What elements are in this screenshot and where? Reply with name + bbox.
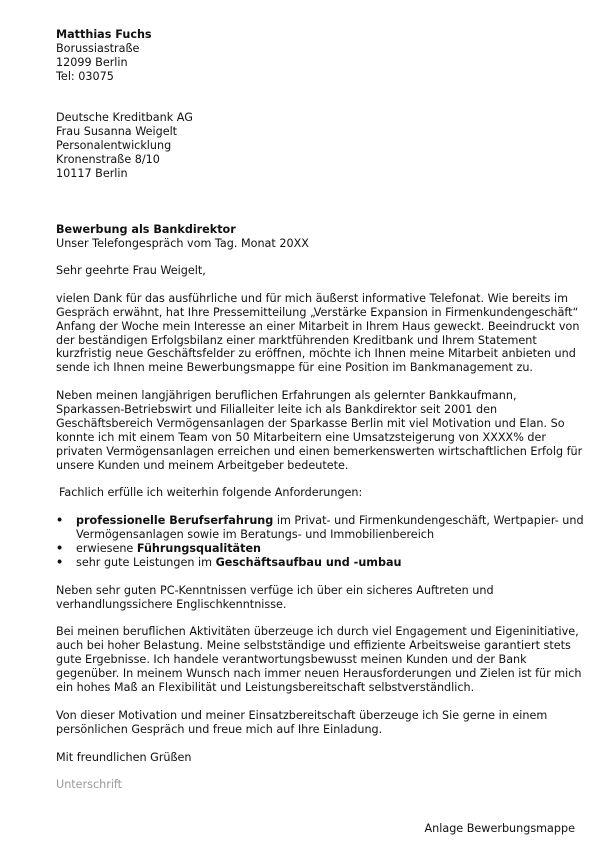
salutation: Sehr geehrte Frau Weigelt, <box>56 264 206 277</box>
paragraph-experience: Neben meinen langjährigen beruflichen Erfahrungen als gelernter Bankkaufmann, Sparkassen-Betriebswirt und Filialleiter leite ich als Bankdirektor seit 2001 den Geschäftsbereich Vermögensanlagen der Sparkasse Berlin mit viel Motivation und Elan. So konnte ich mit einem Team von 50 Mitarbeitern eine Umsatzsteigerung von XXXX% der privaten Vermögensanlagen erreichen und einen bemerkenswerten wirtschaftlichen Erfolg für unsere Kunden und meinem Arbeitgeber bedeutete. <box>56 389 583 472</box>
recipient-department: Personalentwicklung <box>56 138 172 152</box>
recipient-city: 10117 Berlin <box>56 166 128 180</box>
requirement-text: sehr gute Leistungen im <box>76 555 216 569</box>
subject-reference: Unser Telefongespräch vom Tag. Monat 20XX <box>56 236 309 250</box>
requirement-text: erwiesene <box>76 542 137 556</box>
closing: Mit freundlichen Grüßen <box>56 750 192 764</box>
paragraph-qualities: Bei meinen beruflichen Aktivitäten überzeuge ich durch viel Engagement und Eigeninitiative, auch bei hoher Belastung. Meine selbstständige und effiziente Arbeitsweise garantiert stets gute Ergebnisse. Ich handele verantwortungsbewusst meinen Kunden und der Bank gegenüber. In meinem Wunsch nach immer neuen Herausforderungen und Zielen ist für mich ein hohes Maß an Flexibilität und Leistungsbereitschaft selbstverständlich. <box>56 625 582 695</box>
requirement-bold: professionelle Berufserfahrung <box>76 514 274 528</box>
sender-block <box>56 28 152 84</box>
sender-street: Borussiastraße <box>56 41 140 55</box>
subject-block <box>56 223 309 251</box>
paragraph-invitation: Von dieser Motivation und meiner Einsatzbereitschaft überzeuge ich Sie gerne in einem persönlichen Gespräch und freue mich auf Ihre Einladung. <box>56 708 548 736</box>
list-item <box>56 556 584 570</box>
recipient-person: Frau Susanna Weigelt <box>56 124 178 138</box>
requirement-bold: Führungsqualitäten <box>136 542 261 556</box>
recipient-block <box>56 111 193 181</box>
attachment-note: Anlage Bewerbungsmappe <box>424 822 575 835</box>
sender-city: 12099 Berlin <box>56 55 128 69</box>
list-item <box>56 542 584 556</box>
requirements-list <box>56 514 584 570</box>
paragraph-intro: vielen Dank für das ausführliche und für mich äußerst informative Telefonat. Wie bereits im Gespräch erwähnt, hat Ihre Pressemitteilung „Verstärke Expansion in Firmenkundengeschäft“ Anfang der Woche mein Interesse an einer Mitarbeit in Ihrem Haus geweckt. Beeindruckt von der beständigen Erfolgsbilanz einer marktführenden Kreditbank und Ihrem Statement kurzfristig neue Geschäftsfelder zu eröffnen, möchte ich Ihnen meine Mitarbeit anbieten und sende ich Ihnen meine Bewerbungsmappe für eine Position im Bankmanagement zu. <box>56 291 580 375</box>
recipient-company: Deutsche Kreditbank AG <box>56 111 193 124</box>
signature-placeholder: Unterschrift <box>56 778 123 792</box>
paragraph-skills: Neben sehr guten PC-Kenntnissen verfüge ich über ein sicheres Auftreten und verhandlungssichere Englischkenntnisse. <box>56 583 494 611</box>
requirements-intro: Fachlich erfülle ich weiterhin folgende Anforderungen: <box>59 486 363 500</box>
list-item <box>56 514 584 542</box>
requirement-text: im Privat- und Firmenkundengeschäft, Wertpapier- und Vermögensanlagen sowie im Beratungs- und Immobilienbereich <box>76 514 584 542</box>
recipient-street: Kronenstraße 8/10 <box>56 152 160 166</box>
letter-body <box>56 264 584 792</box>
requirement-bold: Geschäftsaufbau und -umbau <box>215 555 402 569</box>
sender-name: Matthias Fuchs <box>56 28 152 41</box>
subject-title: Bewerbung als Bankdirektor <box>56 223 236 236</box>
sender-phone: Tel: 03075 <box>56 69 114 83</box>
